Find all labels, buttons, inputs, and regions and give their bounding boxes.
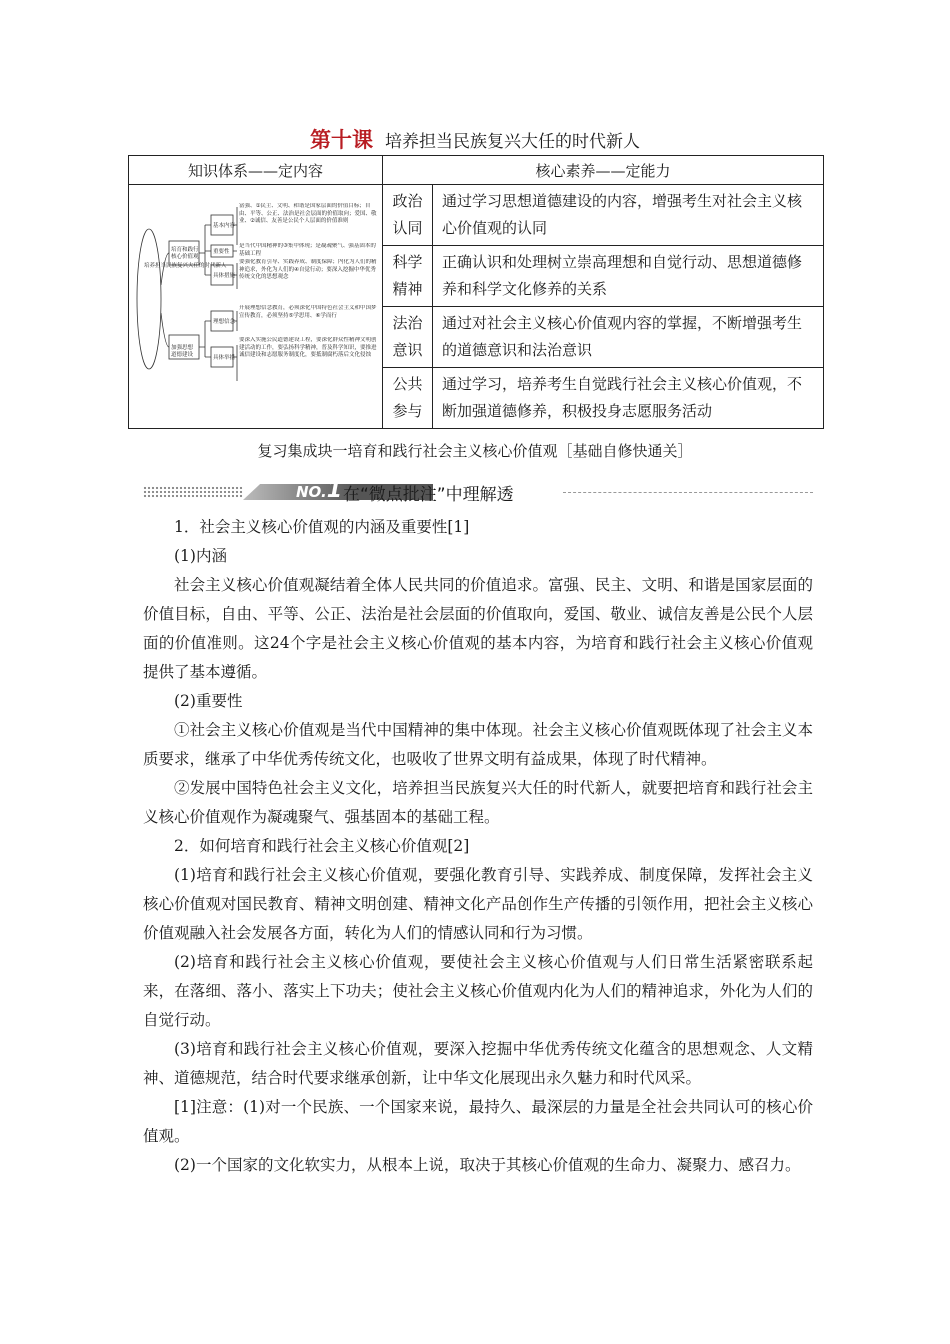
row-label-public: 公共 参与 [383, 368, 433, 429]
lesson-title [0, 124, 950, 154]
body-paragraph: ②发展中国特色社会主义文化，培养担当民族复兴大任的时代新人，就要把培育和践行社会主义核心价值观作为凝魂聚气、强基固本的基础工程。 [143, 779, 813, 826]
body-paragraph: [1]注意：(1)对一个民族、一个国家来说，最持久、最深层的力量是全社会共同认可的核心价值观。 [143, 1098, 813, 1145]
body-paragraph: (1)培育和践行社会主义核心价值观，要强化教育引导、实践养成、制度保障，发挥社会主义核心价值观对国民教育、精神文明创建、精神文化产品创作生产传播的引领作用，把社会主义核心价值观融入社会发展各方面，转化为人们的情感认同和行为习惯。 [143, 866, 813, 942]
banner-divider [563, 492, 813, 493]
col-header-competency: 核心素养——定能力 [383, 156, 824, 185]
mindmap-a3-text: 要强化教育引导、实践养成、制度保障；内化为人们的精神追求，外化为人们的④自觉行动；要深入挖掘中华优秀传统文化的思想观念 [239, 259, 377, 280]
mindmap-branch-a-2: 核心价值观 [171, 254, 199, 260]
banner-number: NO.1 [296, 478, 342, 503]
row-label-law: 法治 意识 [383, 307, 433, 368]
mindmap-b1: 理想信念 [213, 319, 236, 325]
lesson-name: 培养担当民族复兴大任的时代新人 [385, 132, 640, 152]
mind-map [129, 185, 382, 413]
mindmap-a2-text: 是当代中国精神的③集中体现；是凝魂聚气、强基固本的基础工程 [239, 243, 376, 257]
body-paragraph: 2．如何培育和践行社会主义核心价值观[2] [174, 837, 470, 855]
mindmap-a1-text: 富强、①民主、文明、和谐是国家层面的价值目标；自由、平等、公正、法治是社会层面的价值取向；爱国、敬业、②诚信、友善是公民个人层面的价值准则 [239, 203, 377, 224]
row-label-science: 科学 精神 [383, 246, 433, 307]
lesson-label: 第十课 [310, 127, 373, 152]
mindmap-root: 培养担当民族复兴大任的时代新人 [144, 263, 227, 269]
mind-map-cell [129, 185, 383, 429]
mindmap-branch-b: 加强思想 [171, 345, 194, 351]
banner-dots [143, 486, 243, 498]
row-label-political: 政治 认同 [383, 185, 433, 246]
body-paragraph: ①社会主义核心价值观是当代中国精神的集中体现。社会主义核心价值观既体现了社会主义本质要求，继承了中华优秀传统文化，也吸收了世界文明有益成果，体现了时代精神。 [143, 721, 813, 768]
row-text-law: 通过对社会主义核心价值观内容的掌握，不断增强考生的道德意识和法治意识 [433, 307, 824, 368]
body-paragraph: (2)培育和践行社会主义核心价值观，要使社会主义核心价值观与人们日常生活紧密联系起来，在落细、落小、落实上下功夫；使社会主义核心价值观内化为人们的精神追求，外化为人们的自觉行动。 [143, 953, 813, 1029]
row-text-public: 通过学习，培养考生自觉践行社会主义核心价值观，不断加强道德修养，积极投身志愿服务活动 [433, 368, 824, 429]
mindmap-b2: 具体举措 [213, 355, 236, 361]
banner-text: 在“微点批注”中理解透 [343, 485, 514, 505]
mindmap-branch-a: 培育和践行 [171, 247, 199, 253]
body-paragraph: (2)重要性 [174, 692, 243, 710]
body-paragraph: (1)内涵 [174, 547, 227, 565]
section-title: 复习集成块一培育和践行社会主义核心价值观［基础自修快通关］ [257, 442, 693, 460]
body-paragraph: 1．社会主义核心价值观的内涵及重要性[1] [174, 518, 470, 536]
body-text [143, 513, 813, 1180]
row-text-political: 通过学习思想道德建设的内容，增强考生对社会主义核心价值观的认同 [433, 185, 824, 246]
section-banner [143, 480, 813, 504]
body-paragraph: (2)一个国家的文化软实力，从根本上说，取决于其核心价值观的生命力、凝聚力、感召力。 [174, 1156, 801, 1174]
row-text-science: 正确认识和处理树立崇高理想和自觉行动、思想道德修养和科学文化修养的关系 [433, 246, 824, 307]
mindmap-a1: 基本内容 [213, 223, 236, 229]
mindmap-a3: 具体措施 [213, 273, 236, 279]
body-paragraph: (3)培育和践行社会主义核心价值观，要深入挖掘中华优秀传统文化蕴含的思想观念、人文精神、道德规范，结合时代要求继承创新，让中华文化展现出永久魅力和时代风采。 [143, 1040, 813, 1087]
overview-table [128, 155, 824, 429]
body-paragraph: 社会主义核心价值观凝结着全体人民共同的价值追求。富强、民主、文明、和谐是国家层面的价值目标，自由、平等、公正、法治是社会层面的价值取向，爱国、敬业、诚信友善是公民个人层面的价值准则。这24个字是社会主义核心价值观的基本内容，为培育和践行社会主义核心价值观提供了基本遵循。 [143, 576, 813, 681]
col-header-knowledge: 知识体系——定内容 [129, 156, 383, 185]
mindmap-b2-text: 要深入实施公民道德建设工程，要深化群众性精神文明创建活动的工作，要弘扬科学精神，普及科学知识，要推进诚信建设和志愿服务制度化，要抵制腐朽落后文化侵蚀 [239, 337, 377, 358]
mindmap-b1-text: 开展理想信念教育，必须深化中国特色社会主义和中国梦宣传教育，必须坚持⑤学思用、⑥学而行 [239, 305, 377, 319]
mindmap-a2: 重要性 [213, 249, 230, 255]
mindmap-branch-b-2: 道德建设 [171, 352, 194, 358]
